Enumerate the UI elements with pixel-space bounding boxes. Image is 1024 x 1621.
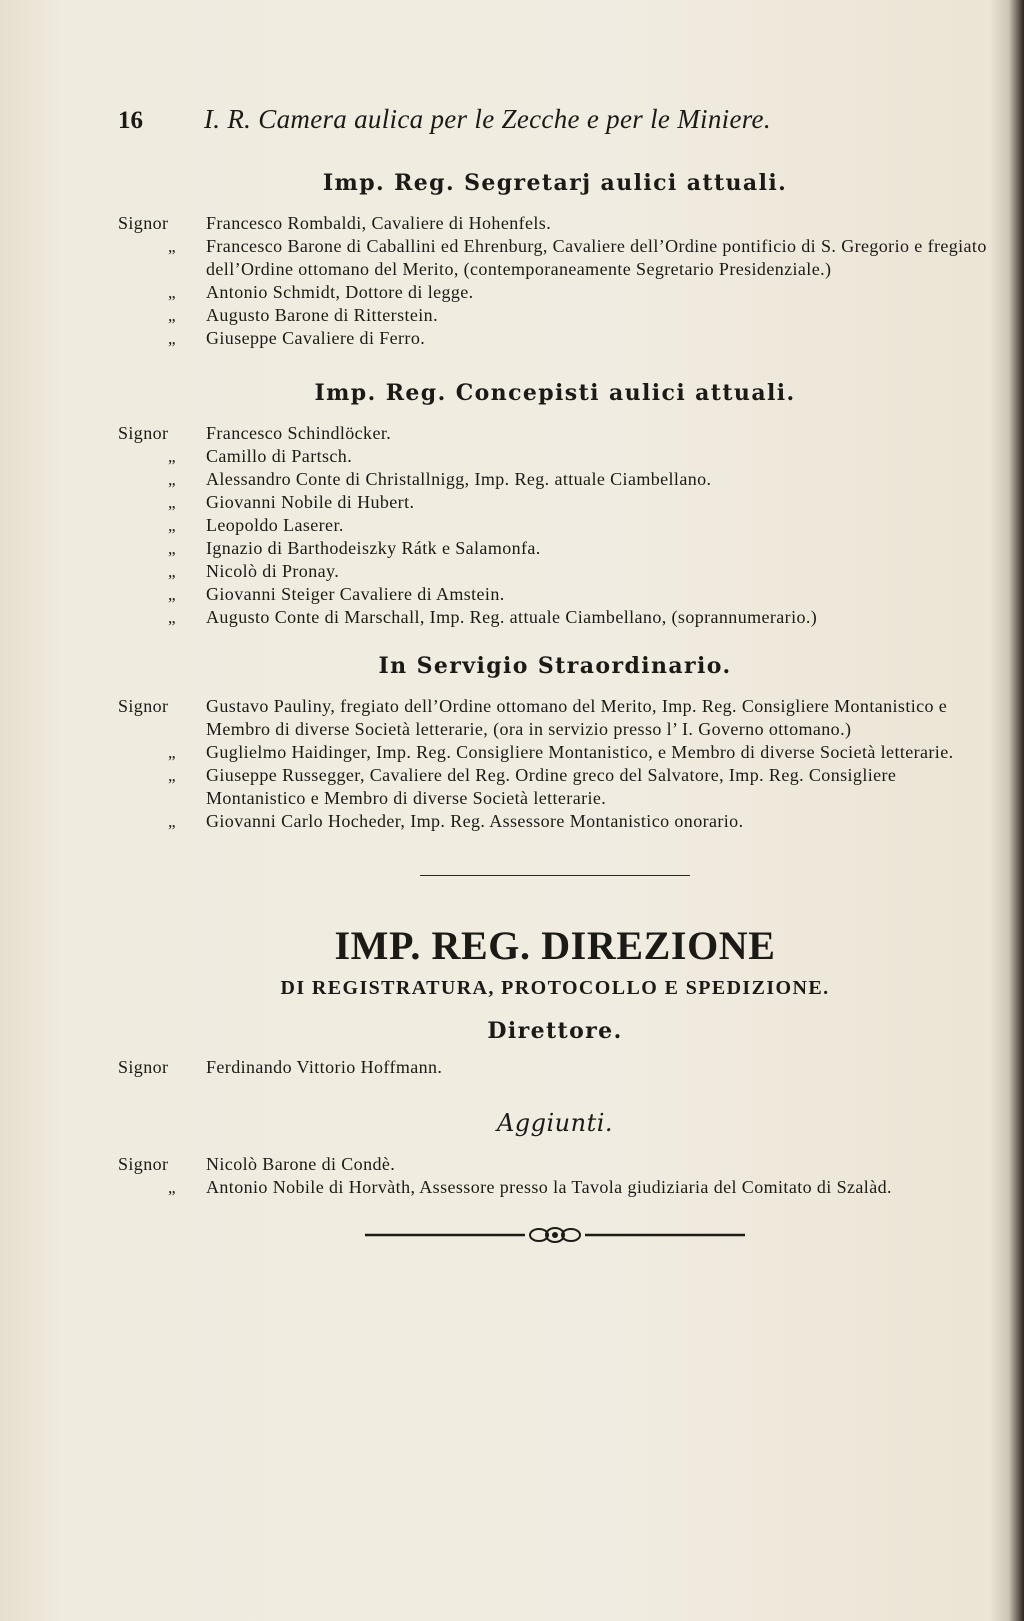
entry-lead: „ (168, 766, 176, 785)
list-item (118, 695, 992, 741)
entry-text: Francesco Rombaldi, Cavaliere di Hohenfels. (206, 213, 552, 233)
direttore-heading: Direttore. (487, 1018, 623, 1044)
entry-text: Francesco Barone di Caballini ed Ehrenburg, Cavaliere dell’Ordine pontificio di S. Gregorio e fregiato dell’Ordine ottomano del Merito, (contemporaneamente Segretario Presidenziale.) (206, 236, 987, 279)
entry-lead: Signor (118, 423, 169, 443)
entry-text: Giovanni Steiger Cavaliere di Amstein. (206, 584, 505, 604)
entry-text: Antonio Schmidt, Dottore di legge. (206, 282, 474, 302)
section-list (118, 212, 992, 350)
list-item (118, 810, 992, 833)
entry-text: Augusto Conte di Marschall, Imp. Reg. attuale Ciambellano, (soprannumerario.) (206, 607, 818, 627)
section-heading: Imp. Reg. Segretarj aulici attuali. (322, 170, 788, 196)
running-title: I. R. Camera aulica per le Zecche e per le Miniere. (204, 104, 771, 134)
section-heading: In Servigio Straordinario. (378, 653, 732, 679)
entry-lead: Signor (118, 696, 169, 716)
entry-lead: „ (168, 585, 176, 604)
entry-text: Ferdinando Vittorio Hoffmann. (206, 1057, 443, 1077)
list-item (118, 1153, 992, 1176)
entry-text: Giovanni Carlo Hocheder, Imp. Reg. Assessore Montanistico onorario. (206, 811, 744, 831)
entry-text: Augusto Barone di Ritterstein. (206, 305, 438, 325)
entry-lead: „ (168, 516, 176, 535)
entry-lead: „ (168, 329, 176, 348)
list-item (118, 741, 992, 764)
entry-text: Giovanni Nobile di Hubert. (206, 492, 415, 512)
list-item (118, 491, 992, 514)
entry-lead: „ (168, 237, 176, 256)
entry-text: Antonio Nobile di Horvàth, Assessore presso la Tavola giudiziaria del Comitato di Szalàd. (206, 1177, 892, 1197)
list-item (118, 327, 992, 350)
list-item (118, 537, 992, 560)
entry-lead: „ (168, 539, 176, 558)
entry-text: Nicolò Barone di Condè. (206, 1154, 396, 1174)
list-item (118, 514, 992, 537)
page-content (118, 104, 992, 1245)
running-head (118, 104, 992, 148)
section-heading: Imp. Reg. Concepisti aulici attuali. (314, 380, 796, 406)
entry-text: Gustavo Pauliny, fregiato dell’Ordine ottomano del Merito, Imp. Reg. Consigliere Montanistico e Membro di diverse Società letterarie, (ora in servizio presso l’ I. Governo ottomano.) (206, 696, 948, 739)
entry-lead: „ (168, 608, 176, 627)
list-item (118, 1056, 992, 1079)
list-item (118, 560, 992, 583)
entry-text: Nicolò di Pronay. (206, 561, 340, 581)
page-edge-shadow (990, 0, 1024, 1621)
entry-text: Guglielmo Haidinger, Imp. Reg. Consigliere Montanistico, e Membro di diverse Società letterarie. (206, 742, 954, 762)
list-item (118, 212, 992, 235)
entry-text: Francesco Schindlöcker. (206, 423, 392, 443)
entry-lead: Signor (118, 1057, 169, 1077)
list-item (118, 235, 992, 281)
divider-rule (420, 875, 690, 876)
entry-text: Giuseppe Russegger, Cavaliere del Reg. Ordine greco del Salvatore, Imp. Reg. Consigliere Montanistico e Membro di diverse Società letterarie. (206, 765, 897, 808)
entry-lead: „ (168, 283, 176, 302)
aggiunti-heading: Aggiunti. (496, 1109, 614, 1137)
section-list (118, 1153, 992, 1199)
entry-lead: Signor (118, 1154, 169, 1174)
list-item (118, 764, 992, 810)
entry-lead: „ (168, 447, 176, 466)
entry-lead: „ (168, 470, 176, 489)
entry-lead: „ (168, 743, 176, 762)
list-item (118, 422, 992, 445)
list-item (118, 445, 992, 468)
entry-text: Alessandro Conte di Christallnigg, Imp. Reg. attuale Ciambellano. (206, 469, 712, 489)
section-list (118, 695, 992, 833)
list-item (118, 583, 992, 606)
direzione-subtitle: DI REGISTRATURA, PROTOCOLLO E SPEDIZIONE. (280, 977, 830, 999)
ornament-rule-icon (365, 1225, 745, 1245)
entry-text: Ignazio di Barthodeiszky Rátk e Salamonfa. (206, 538, 541, 558)
entry-text: Leopoldo Laserer. (206, 515, 344, 535)
list-item (118, 281, 992, 304)
entry-text: Giuseppe Cavaliere di Ferro. (206, 328, 426, 348)
list-item (118, 1176, 992, 1199)
list-item (118, 468, 992, 491)
page-number: 16 (118, 107, 143, 134)
entry-lead: Signor (118, 213, 169, 233)
entry-lead: „ (168, 306, 176, 325)
entry-lead: „ (168, 562, 176, 581)
entry-lead: „ (168, 493, 176, 512)
list-item (118, 304, 992, 327)
direzione-title: IMP. REG. DIREZIONE (334, 923, 776, 968)
list-item (118, 606, 992, 629)
entry-text: Camillo di Partsch. (206, 446, 353, 466)
entry-lead: „ (168, 812, 176, 831)
entry-lead: „ (168, 1178, 176, 1197)
section-list (118, 422, 992, 629)
